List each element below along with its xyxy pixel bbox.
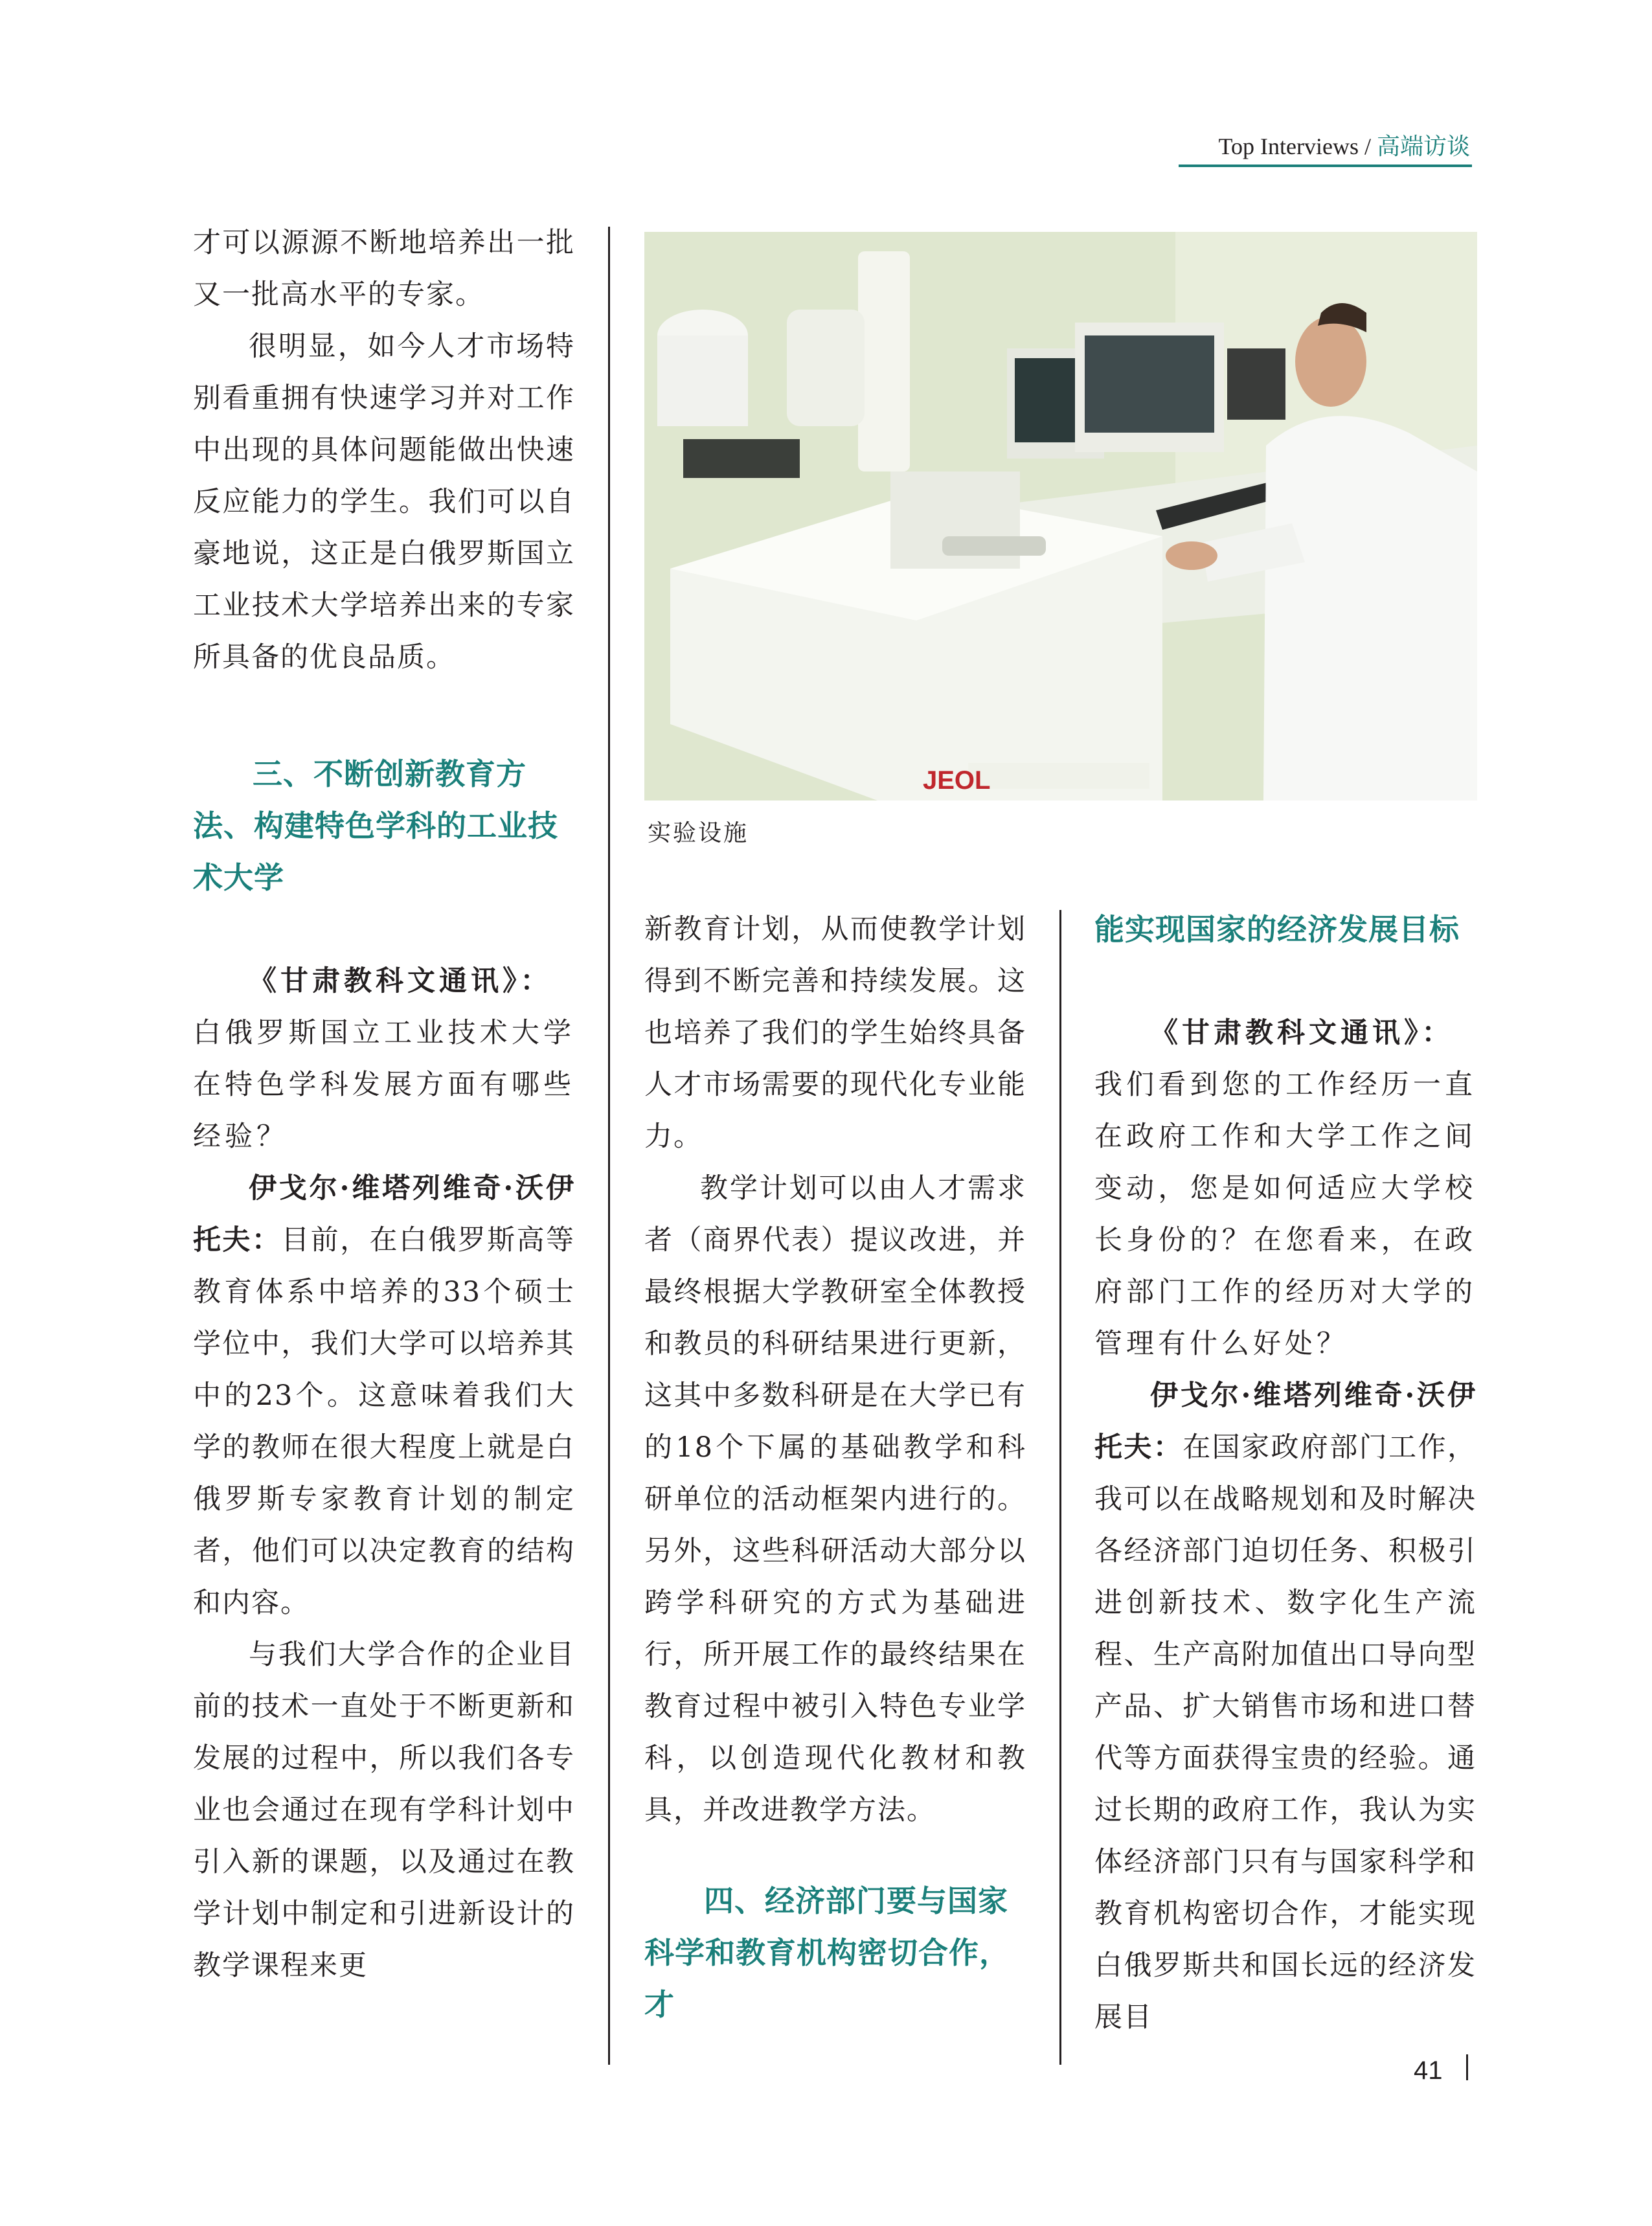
answer-text: 在国家政府部门工作，我可以在战略规划和及时解决各经济部门迫切任务、积极引进创新技术、数字化生产流程、生产高附加值出口导向型产品、扩大销售市场和进口替代等方面获得宝贵的经验。通过长期的政府工作，我认为实体经济部门只有与国家科学和教育机构密切合作，才能实现白俄罗斯共和国长远的经济发展目 [1094, 1431, 1477, 2034]
paragraph: 教学计划可以由人才需求者（商界代表）提议改进，并最终根据大学教研室全体教授和教员的科研结果进行更新，这其中多数科研是在大学已有的18个下属的基础教学和科研单位的活动框架内进行的。另外，这些科研活动大部分以跨学科研究的方式为基础进行，所开展工作的最终结果在教育过程中被引入特色专业学科，以创造现代化教材和教具，并改进教学方法。 [644, 1172, 1026, 1826]
column-divider [608, 227, 610, 2065]
answer-speaker: 伊戈尔·维塔列维奇·沃伊托夫： [193, 1172, 575, 1256]
answer-speaker: 伊戈尔·维塔列维奇·沃伊托夫： [1094, 1380, 1477, 1464]
answer [193, 1163, 575, 1629]
column-1 [193, 217, 575, 1992]
running-header [1219, 128, 1470, 161]
lab-photo-illustration [644, 232, 1477, 801]
section-heading: 三、不断创新教育方法、构建特色学科的工业技术大学 [193, 756, 558, 895]
header-cn: 高端访谈 [1376, 133, 1470, 159]
question [193, 955, 575, 1163]
question-text: 我们看到您的工作经历一直在政府工作和大学工作之间变动，您是如何适应大学校长身份的？在您看来，在政府部门工作的经历对大学的管理有什么好处？ [1094, 1069, 1477, 1360]
paragraph: 很明显，如今人才市场特别看重拥有快速学习并对工作中出现的具体问题能做出快速反应能力的学生。我们可以自豪地说，这正是白俄罗斯国立工业技术大学培养出来的专家所具备的优良品质。 [193, 330, 575, 674]
paragraph: 与我们大学合作的企业目前的技术一直处于不断更新和发展的过程中，所以我们各专业也会通过在现有学科计划中引入新的课题，以及通过在教学计划中制定和引进新设计的教学课程来更 [193, 1639, 575, 1982]
page-number-bar [1466, 2054, 1468, 2080]
question-source: 《甘肃教科文通讯》： [249, 965, 552, 997]
brand-logo: JEOL [923, 766, 991, 795]
section-heading: 四、经济部门要与国家科学和教育机构密切合作，才 [644, 1883, 1010, 2022]
question-text: 白俄罗斯国立工业技术大学在特色学科发展方面有哪些经验？ [193, 1017, 575, 1153]
header-en: Top Interviews / [1218, 133, 1377, 159]
photo-caption: 实验设施 [648, 820, 749, 846]
lab-equipment-photo [644, 232, 1477, 801]
question [1094, 1007, 1477, 1370]
section-heading-continued: 能实现国家的经济发展目标 [1094, 912, 1460, 947]
question-source: 《甘肃教科文通讯》： [1150, 1017, 1454, 1049]
answer [1094, 1370, 1477, 2043]
column-3 [1094, 903, 1477, 2043]
answer-text: 目前，在白俄罗斯高等教育体系中培养的33个硕士学位中，我们大学可以培养其中的23个。这意味着我们大学的教师在很大程度上就是白俄罗斯专家教育计划的制定者，他们可以决定教育的结构和内容。 [193, 1224, 575, 1619]
page-number: 41 [1414, 2056, 1443, 2085]
header-rule [1179, 165, 1472, 167]
paragraph: 才可以源源不断地培养出一批又一批高水平的专家。 [193, 227, 575, 311]
paragraph: 新教育计划，从而使教学计划得到不断完善和持续发展。这也培养了我们的学生始终具备人才市场需要的现代化专业能力。 [644, 913, 1026, 1153]
column-divider [1059, 910, 1061, 2065]
column-2 [644, 903, 1026, 2030]
